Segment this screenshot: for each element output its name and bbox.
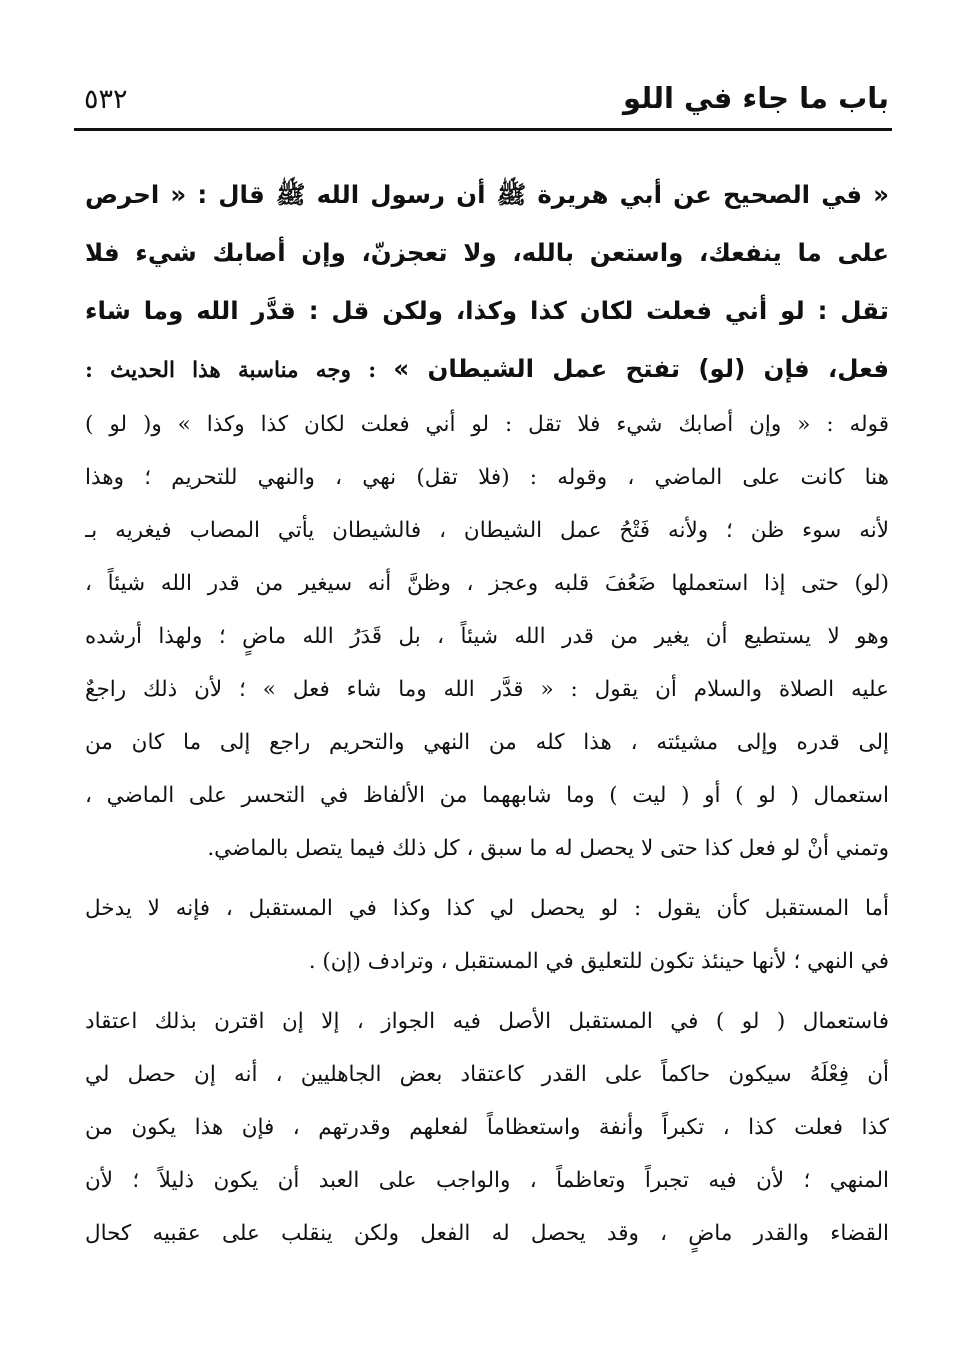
- paragraph-line: هنا كانت على الماضي ، وقوله : (فلا تقل) نهي ، والنهي للتحريم ؛ وهذا: [85, 465, 889, 490]
- page-number: ٥٣٢: [84, 84, 128, 115]
- paragraph-line: وهو لا يستطيع أن يغير من قدر الله شيئاً ، بل قَدَرُ الله ماضٍ ؛ ولهذا أرشده: [85, 624, 889, 649]
- paragraph-line: في النهي ؛ لأنها حينئذ تكون للتعليق في المستقبل ، وترادف (إن) .: [308, 949, 889, 974]
- paragraph-line: كذا فعلت كذا ، تكبراً وأنفة واستعظاماً لفعلهم وقدرتهم ، فإن هذا يكون من: [85, 1115, 889, 1140]
- paragraph-line: استعمال ( لو ) أو ( ليت ) وما شابههما من الألفاظ في التحسر على الماضي ،: [85, 783, 889, 808]
- running-title: باب ما جاء في اللو: [623, 81, 889, 115]
- paragraph-line: لأنه سوء ظن ؛ ولأنه فَتْحُ عمل الشيطان ، فالشيطان يأتي المصاب فيغريه بـ: [85, 518, 889, 543]
- hadith-line: على ما ينفعك، واستعن بالله، ولا تعجزنّ، وإن أصابك شيء فلا: [85, 238, 889, 267]
- commentary-intro: : وجه مناسبة هذا الحديث :: [85, 358, 394, 383]
- hadith-line: « في الصحيح عن أبي هريرة ﷺ أن رسول الله ﷺ قال : « احرص: [85, 180, 889, 209]
- paragraph-line: (لو) حتى إذا استعملها ضَعُفَ قلبه وعجز ، وظنَّ أنه سيغير من قدر الله شيئاً ،: [85, 571, 889, 596]
- paragraph-line: عليه الصلاة والسلام أن يقول : « قدَّر الله وما شاء فعل » ؛ لأن ذلك راجعٌ: [85, 677, 889, 702]
- paragraph-line: قوله : « وإن أصابك شيء فلا تقل : لو أني فعلت لكان كذا وكذا » و( لو ): [85, 412, 889, 437]
- paragraph-gap: [85, 875, 889, 882]
- paragraph-line: إلى قدره وإلى مشيئته ، هذا كله من النهي والتحريم راجع إلى ما كان من: [85, 730, 889, 755]
- header-rule: [74, 128, 892, 131]
- paragraph-line: وتمني أنْ لو فعل كذا حتى لا يحصل له ما سبق ، كل ذلك فيما يتصل بالماضي.: [207, 836, 889, 861]
- hadith-closing: فعل، فإن (لو) تفتح عمل الشيطان »: [393, 354, 889, 383]
- paragraph-gap: [85, 988, 889, 995]
- paragraph-line: المنهي ؛ لأن فيه تجبراً وتعاظماً ، والواجب على العبد أن يكون ذليلاً ؛ لأن: [85, 1168, 889, 1193]
- hadith-mixed-line: [85, 340, 889, 398]
- paragraph-line: القضاء والقدر ماضٍ ، وقد يحصل له الفعل ولكن ينقلب على عقبيه كحال: [85, 1221, 889, 1246]
- hadith-line: تقل : لو أني فعلت لكان كذا وكذا، ولكن قل : قدَّر الله وما شاء: [85, 296, 889, 325]
- paragraph-line: أما المستقبل كأن يقول : لو يحصل لي كذا وكذا في المستقبل ، فإنه لا يدخل: [85, 896, 889, 921]
- paragraph-line: أن فِعْلَهُ سيكون حاكماً على القدر كاعتقاد بعض الجاهليين ، أنه إن حصل لي: [85, 1062, 889, 1087]
- body-text: [85, 166, 889, 1260]
- paragraph-line: فاستعمال ( لو ) في المستقبل الأصل فيه الجواز ، إلا إن اقترن بذلك اعتقاد: [85, 1009, 889, 1034]
